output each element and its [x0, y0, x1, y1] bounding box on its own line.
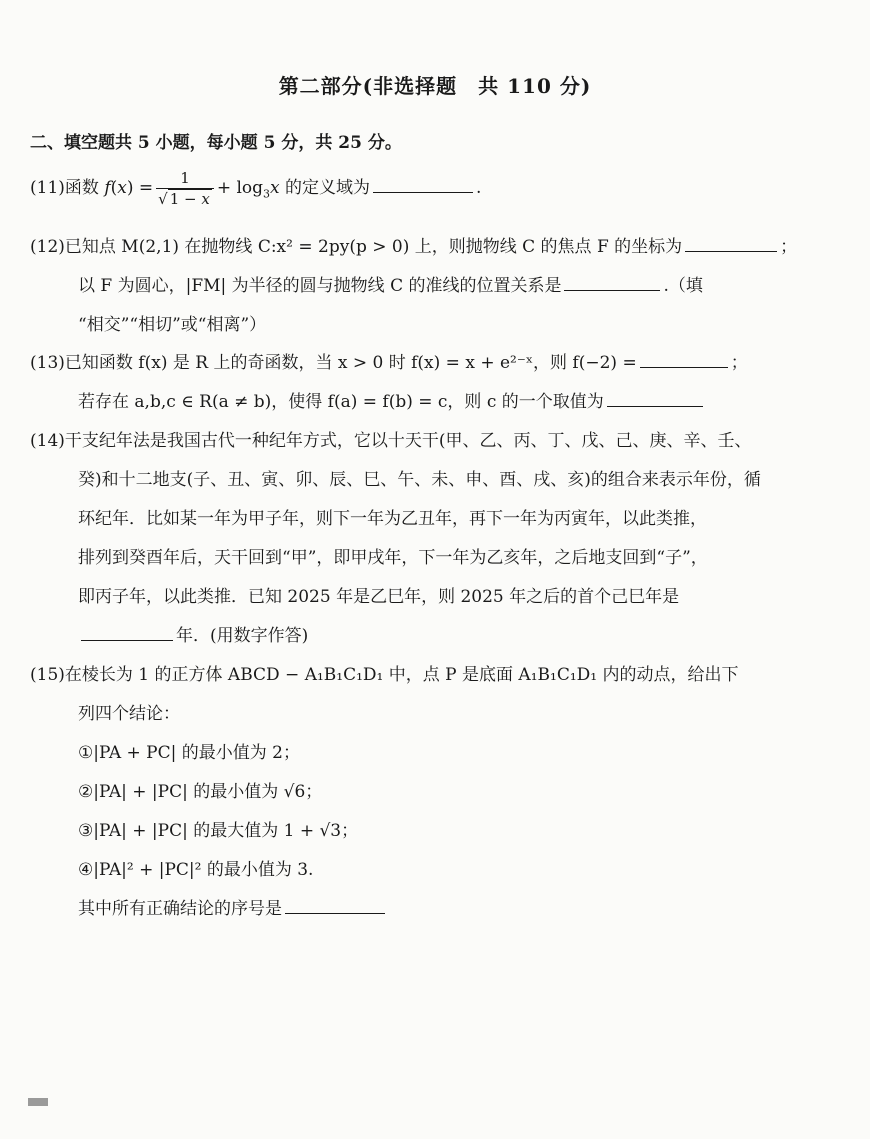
answer-blank[interactable] — [373, 170, 473, 193]
q11-end: . — [476, 178, 482, 198]
q11-prefix: 函数 — [64, 178, 99, 198]
q15-line2: 列四个结论： — [78, 704, 180, 724]
q11-formula: f(x) = $\frac{1}{√ 1 - x}$ + $\log_3x$ — [104, 169, 280, 208]
q14-line3: 环纪年．比如某一年为甲子年，则下一年为乙丑年，再下一年为丙寅年，以此类推， — [78, 509, 707, 529]
question-12 — [30, 228, 830, 345]
part-title: 第二部分(非选择题 共 110 分) — [278, 74, 592, 98]
answer-blank[interactable] — [81, 618, 173, 641]
answer-blank[interactable] — [285, 891, 385, 914]
q11-suffix: 的定义域为 — [285, 178, 371, 198]
q15-line1: 在棱长为 1 的正方体 ABCD − A₁B₁C₁D₁ 中，点 P 是底面 A₁B₁C₁D₁ 内的动点，给出下 — [64, 665, 739, 685]
section-heading: 二、填空题共 5 小题，每小题 5 分，共 25 分。 — [30, 133, 402, 153]
q14-line2: 癸)和十二地支(子、丑、寅、卯、辰、巳、午、未、申、酉、戌、亥)的组合来表示年份，循 — [78, 470, 761, 490]
q13-line1-end: ； — [730, 353, 748, 373]
q14-line6: 年．(用数字作答) — [176, 626, 309, 646]
question-number: (12) — [30, 237, 65, 257]
conclusion-1: ①|PA + PC| 的最小值为 2； — [78, 743, 300, 763]
question-14 — [30, 422, 830, 656]
q15-ask: 其中所有正确结论的序号是 — [78, 899, 282, 919]
q12-line3: “相交”“相切”或“相离”） — [78, 315, 267, 335]
answer-blank[interactable] — [640, 345, 728, 368]
question-number: (11) — [30, 178, 65, 198]
q12-line2-end: .（填 — [663, 276, 703, 296]
q14-line4: 排列到癸酉年后，天干回到“甲”，即甲戌年，下一年为乙亥年，之后地支回到“子”， — [78, 548, 708, 568]
answer-blank[interactable] — [607, 384, 703, 407]
q12-line1: 已知点 M(2,1) 在抛物线 C:x² = 2py(p > 0) 上，则抛物线 C 的焦点 F 的坐标为 — [64, 237, 683, 257]
q14-line5: 即丙子年，以此类推．已知 2025 年是乙巳年，则 2025 年之后的首个己巳年是 — [78, 587, 680, 607]
q13-line1: 已知函数 f(x) 是 R 上的奇函数，当 x > 0 时 f(x) = x + e²⁻ˣ，则 f(−2) = — [64, 353, 637, 373]
q13-line2: 若存在 a,b,c ∈ R(a ≠ b)，使得 f(a) = f(b) = c，则 c 的一个取值为 — [78, 392, 604, 412]
q14-line1: 干支纪年法是我国古代一种纪年方式，它以十天干(甲、乙、丙、丁、戊、己、庚、辛、壬、 — [64, 431, 752, 451]
answer-blank[interactable] — [564, 268, 660, 291]
question-11 — [30, 168, 830, 213]
question-15 — [30, 656, 830, 929]
question-number: (14) — [30, 431, 65, 451]
question-number: (15) — [30, 665, 65, 685]
conclusion-4: ④|PA|² + |PC|² 的最小值为 3. — [78, 860, 314, 880]
q12-line1-end: ； — [780, 237, 798, 257]
conclusion-3: ③|PA| + |PC| 的最大值为 1 + √3； — [78, 821, 359, 841]
scan-mark — [28, 1098, 48, 1106]
answer-blank[interactable] — [685, 229, 777, 252]
question-13 — [30, 344, 830, 422]
question-number: (13) — [30, 353, 65, 373]
conclusion-2: ②|PA| + |PC| 的最小值为 √6； — [78, 782, 323, 802]
q12-line2: 以 F 为圆心，|FM| 为半径的圆与抛物线 C 的准线的位置关系是 — [78, 276, 562, 296]
